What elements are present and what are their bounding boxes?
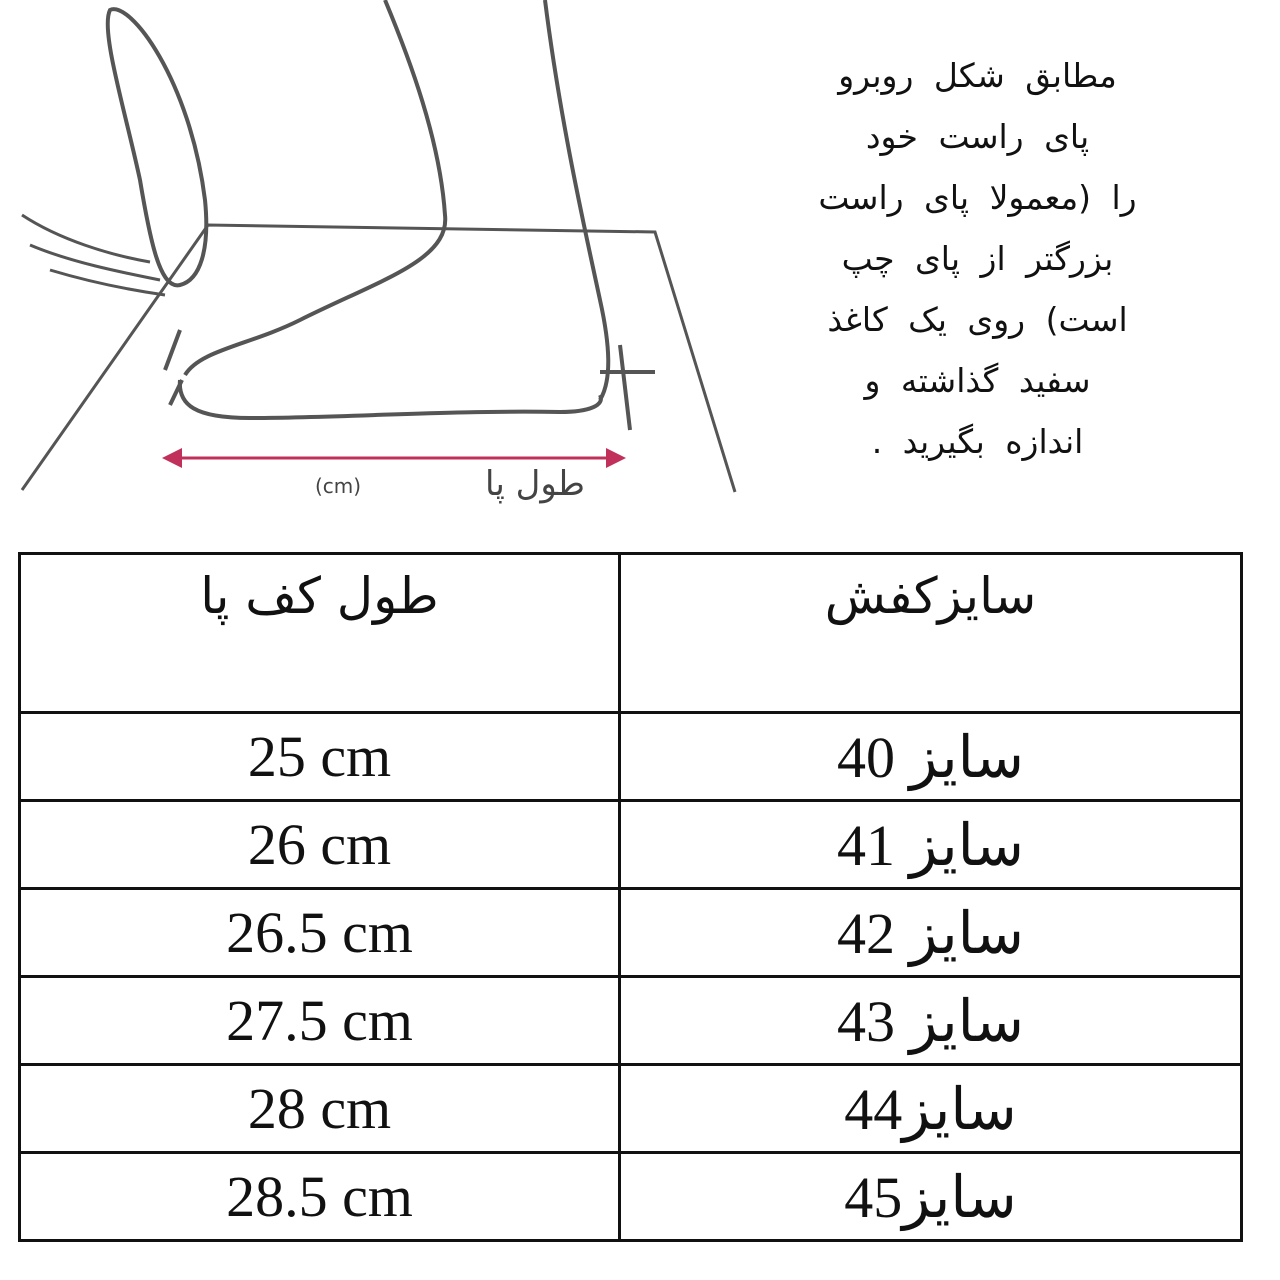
shoe-size-cell: سایز 43: [620, 977, 1242, 1065]
instruction-line: سفید گذاشته و: [864, 361, 1091, 400]
foot-length-cell: 28 cm: [20, 1065, 620, 1153]
table-row: [20, 1153, 1242, 1241]
leg-outline: [185, 0, 445, 375]
measure-label: طول پا: [485, 464, 585, 504]
table-row: [20, 1065, 1242, 1153]
shoe-size-cell: سایز45: [620, 1153, 1242, 1241]
foot-measurement-illustration: [0, 0, 760, 510]
table-row: [20, 977, 1242, 1065]
sole-outline: [180, 380, 601, 418]
instruction-line: است) روی یک کاغذ: [827, 300, 1128, 339]
fingers-outline: [22, 215, 165, 295]
header-shoe-size: سایزکفش: [620, 554, 1242, 713]
foot-length-cell: 27.5 cm: [20, 977, 620, 1065]
table-row: [20, 889, 1242, 977]
table-row: [20, 713, 1242, 801]
measure-arrow-left-head: [162, 448, 182, 468]
shoe-size-cell: سایز 42: [620, 889, 1242, 977]
foot-length-cell: 26.5 cm: [20, 889, 620, 977]
instruction-line: مطابق شکل روبرو: [838, 56, 1117, 95]
foot-length-cell: 28.5 cm: [20, 1153, 620, 1241]
shoe-size-cell: سایز44: [620, 1065, 1242, 1153]
header-foot-length: طول کف پا: [20, 554, 620, 713]
instruction-line: بزرگتر از پای چپ: [841, 239, 1114, 278]
pencil-outline: [108, 9, 207, 285]
measurement-instructions: [735, 45, 1220, 472]
instruction-line: اندازه بگیرید .: [871, 422, 1084, 461]
shoe-size-cell: سایز 41: [620, 801, 1242, 889]
foot-length-cell: 26 cm: [20, 801, 620, 889]
measure-unit: (cm): [315, 474, 362, 498]
measure-arrow-right-head: [606, 448, 626, 468]
foot-length-cell: 25 cm: [20, 713, 620, 801]
table-row: [20, 801, 1242, 889]
shoe-size-cell: سایز 40: [620, 713, 1242, 801]
size-chart-table: [18, 552, 1243, 1242]
paper-sheet: [22, 225, 735, 492]
instruction-line: پای راست خود: [865, 117, 1090, 156]
table-header-row: [20, 554, 1242, 713]
heel-outline: [545, 0, 608, 400]
instruction-line: را (معمولا پای راست: [818, 178, 1137, 217]
